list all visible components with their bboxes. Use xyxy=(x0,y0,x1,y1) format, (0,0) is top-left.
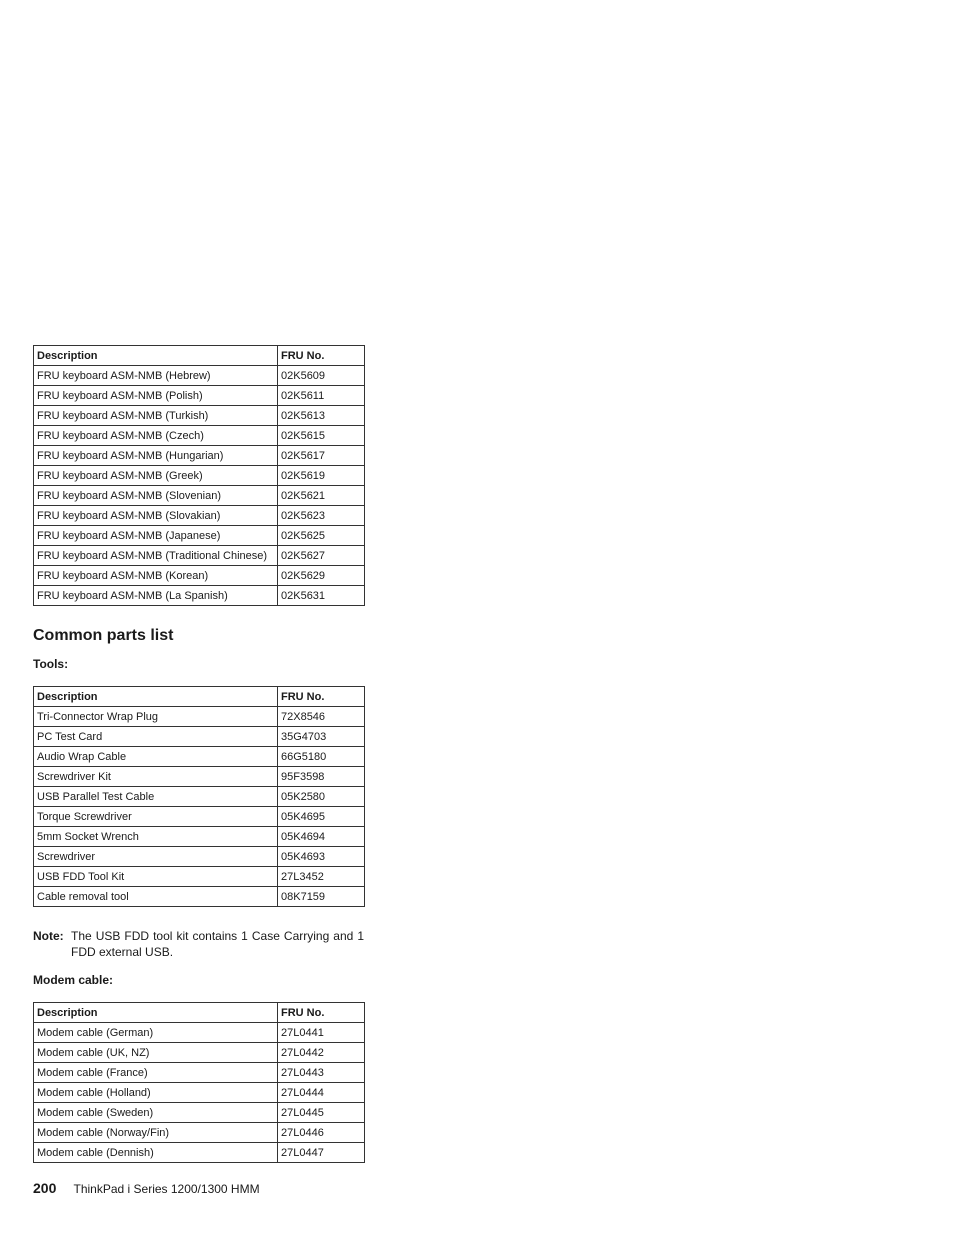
section-title: Common parts list xyxy=(33,627,174,644)
table-row xyxy=(34,466,365,486)
table-row xyxy=(34,446,365,466)
fru-number-cell: 05K4695 xyxy=(278,807,365,827)
description-cell: Modem cable (France) xyxy=(34,1063,278,1083)
description-cell: FRU keyboard ASM-NMB (Turkish) xyxy=(34,406,278,426)
table-row xyxy=(34,526,365,546)
description-cell: Cable removal tool xyxy=(34,887,278,907)
description-cell: Modem cable (German) xyxy=(34,1023,278,1043)
table-row xyxy=(34,1083,365,1103)
fru-number-cell: 08K7159 xyxy=(278,887,365,907)
description-cell: USB FDD Tool Kit xyxy=(34,867,278,887)
table-row xyxy=(34,1043,365,1063)
table-row xyxy=(34,486,365,506)
table-row xyxy=(34,406,365,426)
fru-number-cell: 66G5180 xyxy=(278,747,365,767)
fru-number-cell: 02K5621 xyxy=(278,486,365,506)
table-row xyxy=(34,506,365,526)
description-cell: Modem cable (Holland) xyxy=(34,1083,278,1103)
table-row xyxy=(34,386,365,406)
table-row xyxy=(34,727,365,747)
description-cell: Audio Wrap Cable xyxy=(34,747,278,767)
description-cell: FRU keyboard ASM-NMB (Czech) xyxy=(34,426,278,446)
description-cell: FRU keyboard ASM-NMB (La Spanish) xyxy=(34,586,278,606)
fru-number-cell: 05K4693 xyxy=(278,847,365,867)
fru-number-cell: 02K5619 xyxy=(278,466,365,486)
column-header-fru-no: FRU No. xyxy=(278,346,365,366)
table-header-row xyxy=(34,1003,365,1023)
fru-number-cell: 27L3452 xyxy=(278,867,365,887)
fru-number-cell: 27L0442 xyxy=(278,1043,365,1063)
table-row xyxy=(34,847,365,867)
description-cell: 5mm Socket Wrench xyxy=(34,827,278,847)
fru-number-cell: 27L0443 xyxy=(278,1063,365,1083)
table-row xyxy=(34,807,365,827)
description-cell: Screwdriver Kit xyxy=(34,767,278,787)
fru-number-cell: 02K5631 xyxy=(278,586,365,606)
description-cell: FRU keyboard ASM-NMB (Korean) xyxy=(34,566,278,586)
fru-number-cell: 27L0441 xyxy=(278,1023,365,1043)
tools-fru-table xyxy=(33,686,365,907)
description-cell: FRU keyboard ASM-NMB (Greek) xyxy=(34,466,278,486)
table-row xyxy=(34,1103,365,1123)
table-row xyxy=(34,1063,365,1083)
fru-number-cell: 27L0447 xyxy=(278,1143,365,1163)
keyboard-fru-table xyxy=(33,345,365,606)
description-cell: USB Parallel Test Cable xyxy=(34,787,278,807)
note-text: The USB FDD tool kit contains 1 Case Carrying and 1 FDD external USB. xyxy=(71,929,364,959)
table-row xyxy=(34,887,365,907)
fru-number-cell: 02K5615 xyxy=(278,426,365,446)
description-cell: Modem cable (UK, NZ) xyxy=(34,1043,278,1063)
table-row xyxy=(34,867,365,887)
description-cell: Tri-Connector Wrap Plug xyxy=(34,707,278,727)
column-header-fru-no: FRU No. xyxy=(278,687,365,707)
column-header-description: Description xyxy=(34,687,278,707)
table-row xyxy=(34,566,365,586)
fru-number-cell: 72X8546 xyxy=(278,707,365,727)
column-header-fru-no: FRU No. xyxy=(278,1003,365,1023)
description-cell: FRU keyboard ASM-NMB (Hungarian) xyxy=(34,446,278,466)
table-row xyxy=(34,1023,365,1043)
fru-number-cell: 27L0446 xyxy=(278,1123,365,1143)
fru-number-cell: 02K5627 xyxy=(278,546,365,566)
table-header-row xyxy=(34,346,365,366)
fru-number-cell: 02K5613 xyxy=(278,406,365,426)
column-header-description: Description xyxy=(34,1003,278,1023)
table-row xyxy=(34,747,365,767)
fru-number-cell: 05K2580 xyxy=(278,787,365,807)
table-row xyxy=(34,1123,365,1143)
page-number: 200 xyxy=(33,1180,57,1196)
description-cell: FRU keyboard ASM-NMB (Hebrew) xyxy=(34,366,278,386)
description-cell: Modem cable (Sweden) xyxy=(34,1103,278,1123)
fru-number-cell: 02K5609 xyxy=(278,366,365,386)
description-cell: FRU keyboard ASM-NMB (Polish) xyxy=(34,386,278,406)
fru-number-cell: 05K4694 xyxy=(278,827,365,847)
description-cell: PC Test Card xyxy=(34,727,278,747)
note-label: Note: xyxy=(33,929,64,943)
table-row xyxy=(34,707,365,727)
table-row xyxy=(34,586,365,606)
description-cell: Modem cable (Norway/Fin) xyxy=(34,1123,278,1143)
table-row xyxy=(34,1143,365,1163)
fru-number-cell: 02K5617 xyxy=(278,446,365,466)
fru-number-cell: 35G4703 xyxy=(278,727,365,747)
page-footer xyxy=(33,1180,260,1196)
fru-number-cell: 02K5629 xyxy=(278,566,365,586)
description-cell: Modem cable (Dennish) xyxy=(34,1143,278,1163)
table-row xyxy=(34,827,365,847)
description-cell: FRU keyboard ASM-NMB (Japanese) xyxy=(34,526,278,546)
fru-number-cell: 02K5611 xyxy=(278,386,365,406)
modem-cable-fru-table xyxy=(33,1002,365,1163)
fru-number-cell: 02K5623 xyxy=(278,506,365,526)
table-header-row xyxy=(34,687,365,707)
description-cell: Screwdriver xyxy=(34,847,278,867)
table-row xyxy=(34,787,365,807)
note-block xyxy=(33,928,364,960)
description-cell: FRU keyboard ASM-NMB (Slovenian) xyxy=(34,486,278,506)
description-cell: Torque Screwdriver xyxy=(34,807,278,827)
fru-number-cell: 02K5625 xyxy=(278,526,365,546)
fru-number-cell: 95F3598 xyxy=(278,767,365,787)
tools-subheading: Tools: xyxy=(33,657,69,671)
fru-number-cell: 27L0444 xyxy=(278,1083,365,1103)
table-row xyxy=(34,546,365,566)
description-cell: FRU keyboard ASM-NMB (Traditional Chinese) xyxy=(34,546,278,566)
table-row xyxy=(34,426,365,446)
table-row xyxy=(34,366,365,386)
table-row xyxy=(34,767,365,787)
fru-number-cell: 27L0445 xyxy=(278,1103,365,1123)
document-title: ThinkPad i Series 1200/1300 HMM xyxy=(73,1182,260,1196)
modem-subheading: Modem cable: xyxy=(33,973,114,987)
column-header-description: Description xyxy=(34,346,278,366)
description-cell: FRU keyboard ASM-NMB (Slovakian) xyxy=(34,506,278,526)
